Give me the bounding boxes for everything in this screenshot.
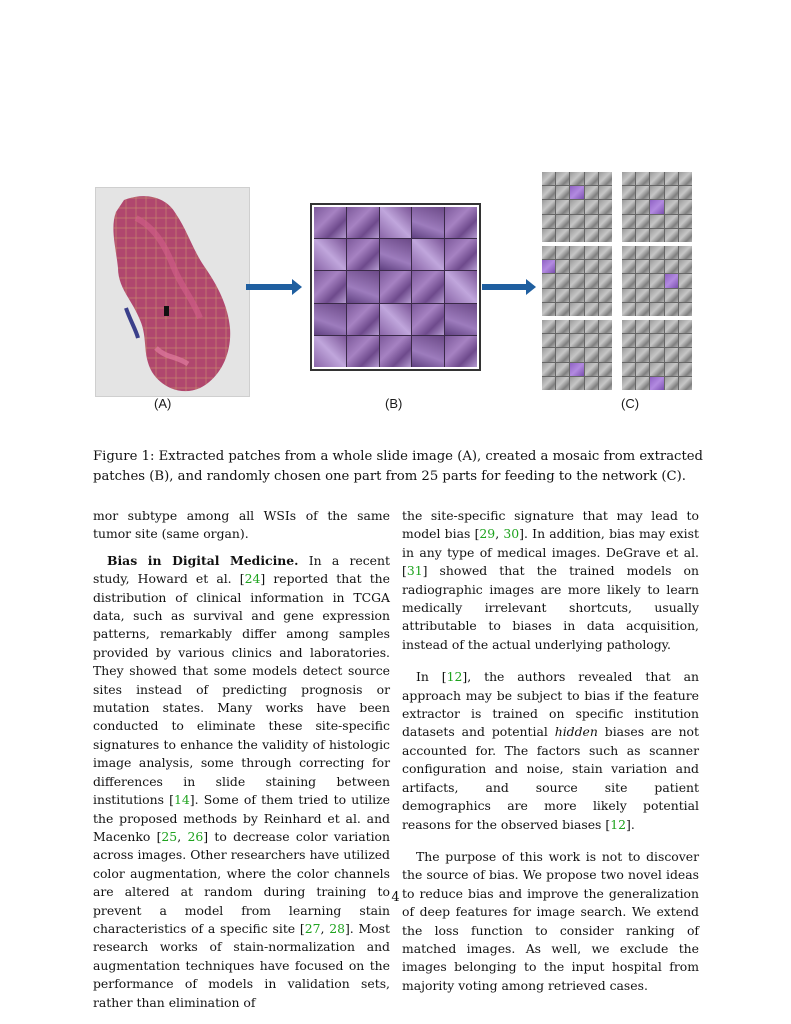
text-span: the site-specific signature that may lead to model bias [ xyxy=(402,508,699,542)
text-span: ] showed that the trained models on radiographic images are more likely to learn medically irrelevant shortcuts, usually attributable to biases in data acquisition, instead of the actual underlying pathology. xyxy=(402,563,699,652)
paragraph: mor subtype among all WSIs of the same tumor site (same organ). xyxy=(93,508,390,542)
mosaic-grid xyxy=(314,207,477,367)
figure-label-b: (B) xyxy=(385,396,403,411)
text-span: ]. Some of them tried to utilize the proposed methods by Reinhard et al. and Macenko [ xyxy=(93,792,390,844)
text-span: , xyxy=(320,920,330,936)
figure-label-a: (A) xyxy=(154,396,172,411)
whole-slide-image xyxy=(95,187,250,397)
paragraph: The purpose of this work is not to discover the source of bias. We propose two novel ideas to reduce bias and improve the generalization of deep features for image search. We extend the loss function to consider ranking of matched images. As well, we exclude the images belonging to the input hospital from majority voting among retrieved cases. xyxy=(402,848,699,993)
citation-link[interactable]: 14 xyxy=(173,792,190,808)
tissue-section-icon xyxy=(96,188,249,396)
text-span: ] to decrease color variation across images. Other researchers have utilized color augmentation, where the color channels are altered at random during training to prevent a model from learning stain characteristics of a specific site [ xyxy=(93,828,390,936)
patch-mosaic xyxy=(310,203,481,371)
paragraph xyxy=(402,668,699,834)
figure-caption: Figure 1: Extracted patches from a whole slide image (A), created a mosaic from extracted patches (B), and randomly chosen one part from 25 parts for feeding to the network (C). xyxy=(93,449,703,484)
part-grid xyxy=(542,172,612,242)
citation-link[interactable]: 25 xyxy=(161,828,178,844)
citation-link[interactable]: 28 xyxy=(329,920,345,936)
selected-parts xyxy=(542,172,697,392)
text-span: , xyxy=(495,526,504,542)
page-number: 4 xyxy=(391,890,400,905)
citation-link[interactable]: 29 xyxy=(479,526,496,542)
citation-link[interactable]: 26 xyxy=(187,828,204,844)
part-grid xyxy=(622,172,692,242)
paragraph-bias-digital-medicine xyxy=(93,552,390,1012)
left-column xyxy=(93,507,390,1012)
text-span: In [ xyxy=(416,669,447,685)
paragraph xyxy=(402,507,699,654)
part-grid xyxy=(622,320,692,390)
part-grid xyxy=(622,246,692,316)
emphasis: hidden xyxy=(554,724,598,740)
text-span: , xyxy=(177,828,188,844)
text-span: In a recent study, Howard et al. [ xyxy=(93,552,390,587)
figure-1 xyxy=(90,170,705,415)
citation-link[interactable]: 27 xyxy=(304,920,321,936)
text-span: ]. Most research works of stain-normalization and augmentation techniques have focused on the performance of models in validation sets, rather than elimination of xyxy=(93,920,390,1010)
part-grid xyxy=(542,246,612,316)
citation-link[interactable]: 31 xyxy=(406,563,423,579)
arrow-a-to-b-icon xyxy=(246,284,294,290)
figure-label-c: (C) xyxy=(621,396,640,411)
section-heading: Bias in Digital Medicine. xyxy=(107,552,299,568)
text-span: ], the authors revealed that an approach may be subject to bias if the feature extractor is trained on specific institution datasets and potential xyxy=(402,669,699,740)
citation-link[interactable]: 24 xyxy=(244,571,261,587)
citation-link[interactable]: 30 xyxy=(503,526,520,542)
text-span: biases are not accounted for. The factors such as scanner configuration and noise, stain variation and artifacts, and source site patient demographics are more likely potential reasons for the observed biases [ xyxy=(402,724,699,832)
text-span: ]. xyxy=(625,816,635,832)
right-column xyxy=(402,507,699,995)
citation-link[interactable]: 12 xyxy=(610,816,626,832)
arrow-b-to-c-icon xyxy=(482,284,528,290)
part-grid xyxy=(542,320,612,390)
text-span: ]. In addition, bias may exist in any type of medical images. DeGrave et al. [ xyxy=(402,526,699,579)
text-span: ] reported that the distribution of clinical information in TCGA data, such as survival and gene expression patterns, remarkably differ among samples provided by various clinics and laboratories. They showed that some models detect source sites instead of predicting prognosis or mutation states. Many works have been conducted to eliminate these site-specific signatures to enhance the validity of histologic image analysis, some through correcting for differences in slide staining between institutions [ xyxy=(93,571,390,808)
citation-link[interactable]: 12 xyxy=(446,669,463,685)
